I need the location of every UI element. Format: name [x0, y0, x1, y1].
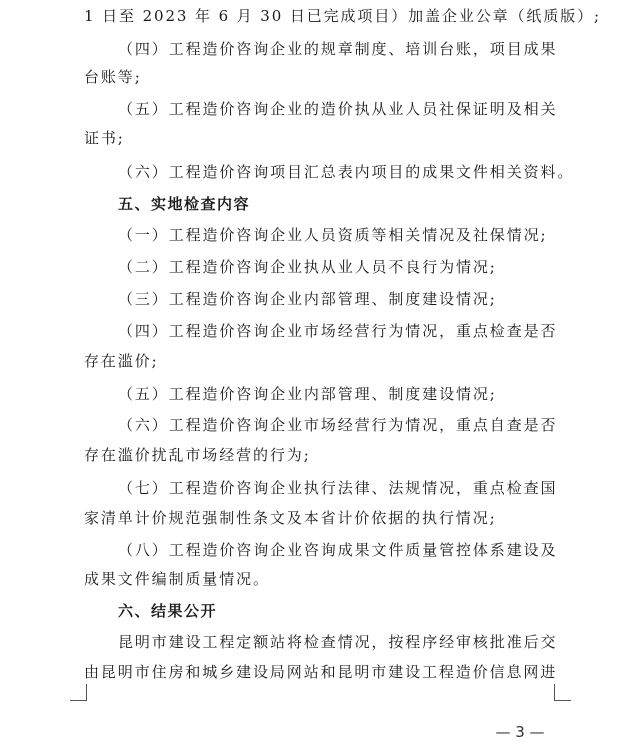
text-line [0, 161, 628, 183]
text-line-content: （六）工程造价咨询企业市场经营行为情况，重点自查是否 [118, 416, 558, 434]
text-line-content: （五）工程造价咨询企业内部管理、制度建设情况; [118, 385, 497, 403]
text-line [0, 444, 628, 466]
text-line-content: （二）工程造价咨询企业执从业人员不良行为情况; [118, 258, 497, 276]
text-line [0, 5, 628, 27]
text-line-content: 昆明市建设工程定额站将检查情况，按程序经审核批准后交 [118, 633, 558, 651]
text-line-content: 台账等; [84, 68, 142, 86]
text-line [0, 661, 628, 683]
text-line [0, 383, 628, 405]
text-line [0, 66, 628, 88]
text-line-content: 成果文件编制质量情况。 [84, 570, 270, 588]
text-line [0, 38, 628, 60]
text-line [0, 127, 628, 149]
section-heading-text: 五、实地检查内容 [118, 195, 251, 213]
text-line [0, 414, 628, 436]
text-line [0, 350, 628, 372]
text-line-content: （六）工程造价咨询项目汇总表内项目的成果文件相关资料。 [118, 163, 575, 181]
text-line-content: 证书; [84, 129, 125, 147]
text-line [0, 224, 628, 246]
text-line-content: （三）工程造价咨询企业内部管理、制度建设情况; [118, 290, 497, 308]
text-line-content: 由昆明市住房和城乡建设局网站和昆明市建设工程造价信息网进 [84, 663, 558, 681]
page-number: — 3 — [495, 723, 545, 741]
text-line [0, 256, 628, 278]
text-line [0, 98, 628, 120]
text-line-content: （一）工程造价咨询企业人员资质等相关情况及社保情况; [118, 226, 548, 244]
text-line-content: （八）工程造价咨询企业咨询成果文件质量管控体系建设及 [118, 541, 558, 559]
text-line [0, 507, 628, 529]
text-line [0, 568, 628, 590]
text-line-content: （五）工程造价咨询企业的造价执从业人员社保证明及相关 [118, 100, 558, 118]
text-line [0, 320, 628, 342]
text-line-content: 1 日至 2023 年 6 月 30 日已完成项目）加盖企业公章（纸质版）; [84, 7, 601, 25]
section-heading-text: 六、结果公开 [118, 602, 218, 620]
text-line-content: 存在滥价; [84, 352, 159, 370]
crop-mark-right [554, 684, 571, 701]
text-line [0, 288, 628, 310]
text-line-content: 家清单计价规范强制性条文及本省计价依据的执行情况; [84, 509, 497, 527]
text-line-content: （四）工程造价咨询企业市场经营行为情况，重点检查是否 [118, 322, 558, 340]
text-line [0, 539, 628, 561]
text-line-content: （七）工程造价咨询企业执行法律、法规情况，重点检查国 [118, 479, 558, 497]
text-line-content: （四）工程造价咨询企业的规章制度、培训台账，项目成果 [118, 40, 558, 58]
text-line-content: 存在滥价扰乱市场经营的行为; [84, 446, 311, 464]
section-heading [0, 600, 628, 622]
section-heading [0, 193, 628, 215]
crop-mark-left [70, 684, 87, 701]
text-line [0, 631, 628, 653]
text-line [0, 477, 628, 499]
